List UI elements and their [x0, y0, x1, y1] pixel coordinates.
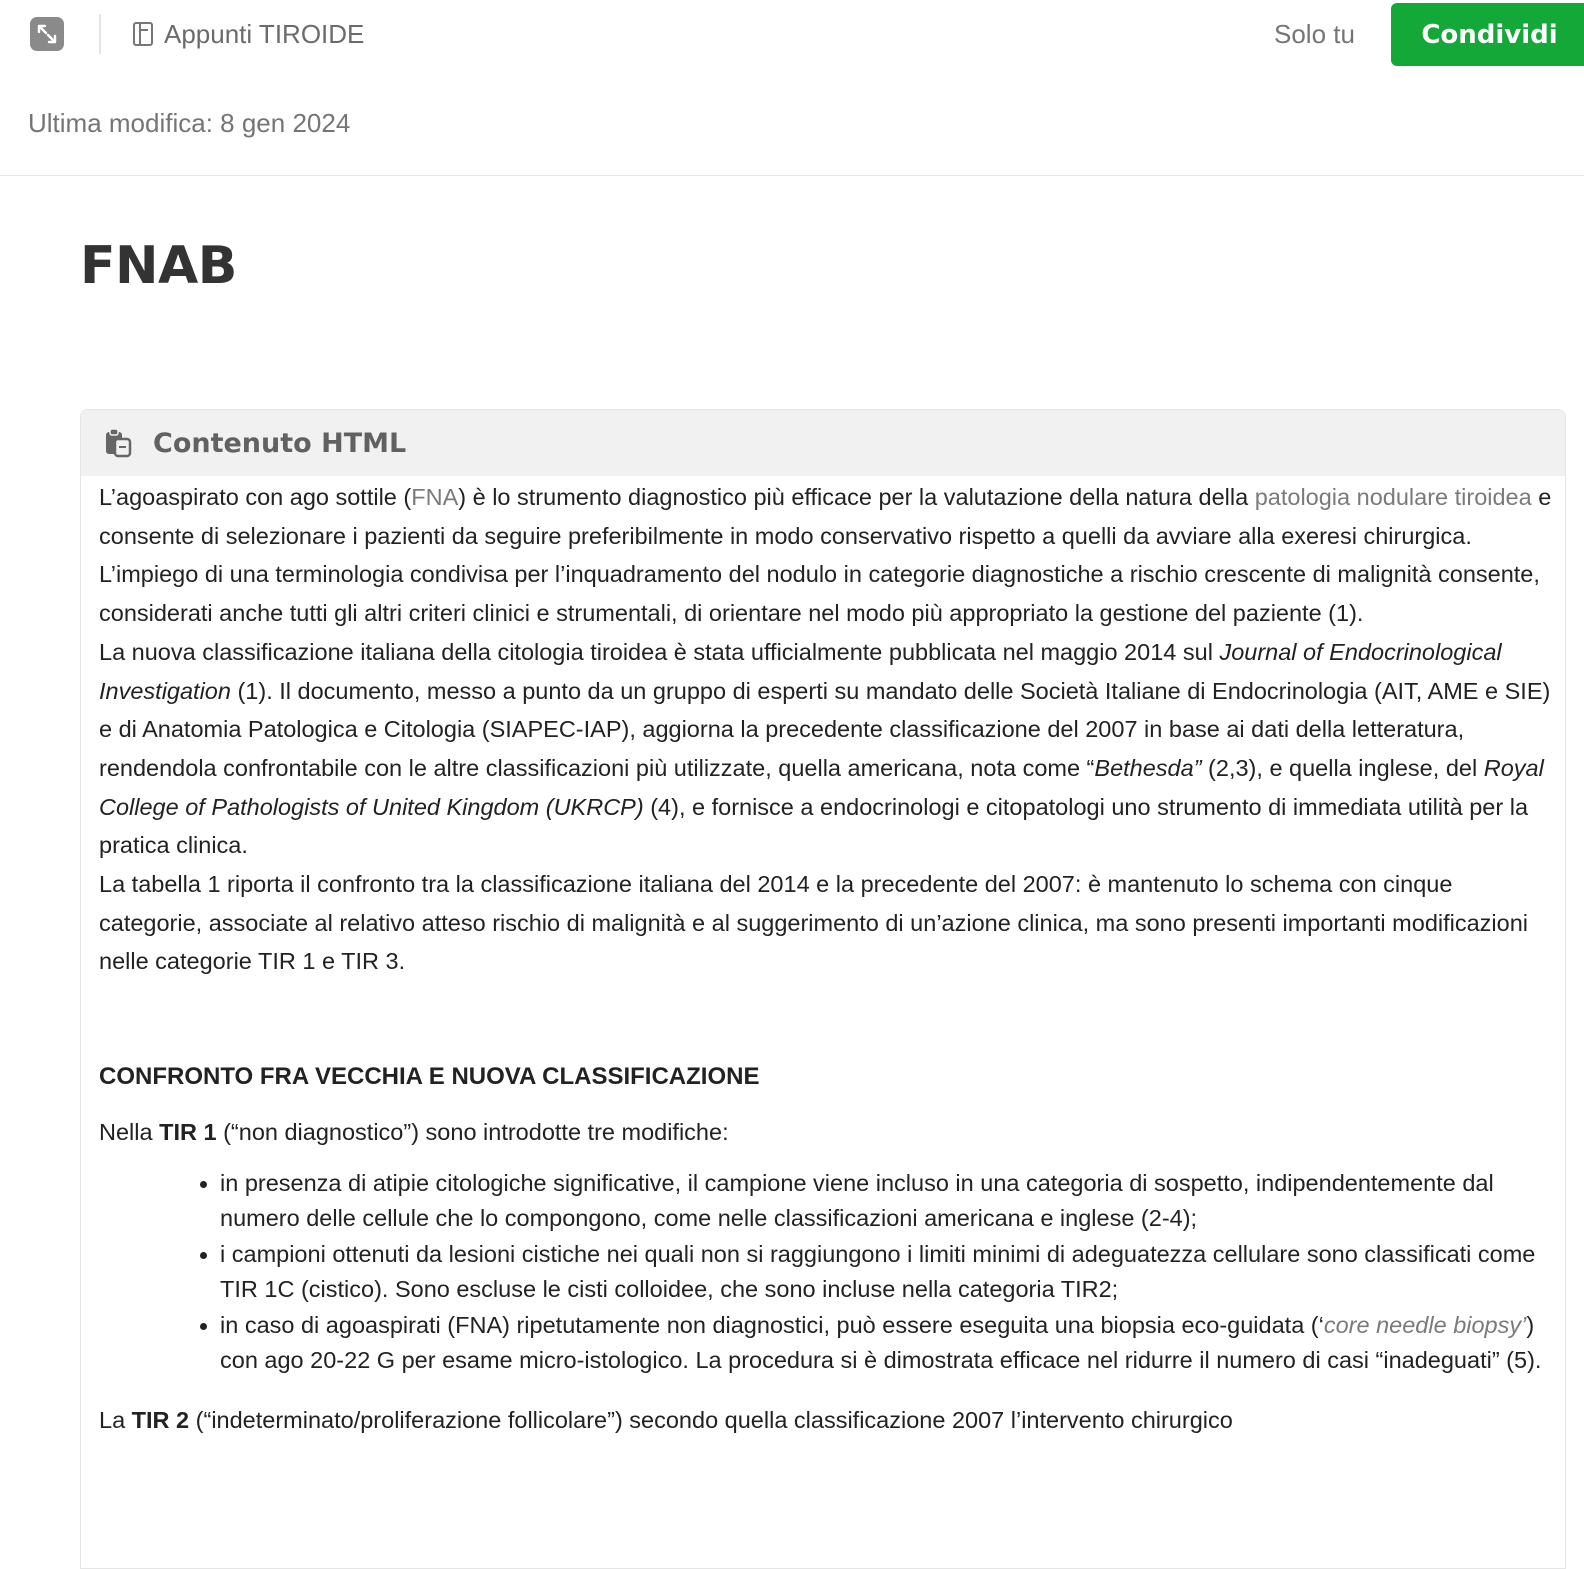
visibility-label[interactable]: Solo tu: [1274, 19, 1355, 49]
tir2-intro: [99, 1401, 1555, 1440]
text-run: Nella: [99, 1119, 160, 1146]
paragraph-table-ref: La tabella 1 riporta il confronto tra la classificazione italiana del 2014 e la precedente del 2007: è mantenuto lo schema con cinque categorie, associate al relativo atteso rischio di malignità e al suggerimento di un’azione clinica, ma sono presenti importanti modificazioni nelle categorie TIR 1 e TIR 3.: [99, 871, 1529, 975]
text-run: (“non diagnostico”) sono introdotte tre modifiche:: [216, 1119, 729, 1146]
text-run: La nuova classificazione italiana della citologia tiroidea è stata ufficialmente pubblicata nel maggio 2014 sul: [99, 638, 1220, 665]
thyroid-nodule-link[interactable]: patologia nodulare tiroidea: [1254, 484, 1532, 510]
tir1-modifications-list: [99, 1166, 1555, 1379]
list-item: [220, 1308, 1555, 1379]
paragraph-intro: [99, 478, 1555, 633]
notebook-icon: [132, 21, 154, 47]
section-heading: CONFRONTO FRA VECCHIA E NUOVA CLASSIFICAZIONE: [99, 1063, 760, 1091]
text-run: (2,3), e quella inglese, del: [1201, 754, 1484, 781]
list-item: in presenza di atipie citologiche significative, il campione viene incluso in una categoria di sospetto, indipendentemente dal numero delle cellule che lo compongono, come nelle classificazioni americana e inglese (2-4);: [220, 1166, 1555, 1237]
text-run: e consente di selezionare i pazienti da seguire preferibilmente in modo conservativo rispetto a quelli da avviare alla exeresi chirurgica. L’impiego di una terminologia condivisa per l’inquadramento del nodulo in categorie diagnostiche a rischio crescente di malignità consente, considerati anche tutti gli altri criteri clinici e strumentali, di orientare nel modo più appropriato la gestione del paziente (1).: [99, 484, 1552, 627]
expand-icon: [36, 23, 58, 45]
ukrcp-name: Royal College of Pathologists of United Kingdom (UKRCP): [99, 754, 1544, 820]
tir1-label: TIR 1: [159, 1119, 217, 1146]
html-block-header: [81, 410, 1565, 476]
clipboard-icon: [103, 427, 133, 459]
text-run: in caso di agoaspirati (FNA) ripetutamente non diagnostici, può essere eseguita una biopsia eco-guidata (‘: [220, 1311, 1324, 1338]
html-block-body: [99, 478, 1555, 1440]
expand-button[interactable]: [30, 17, 64, 51]
text-run: ) con ago 20-22 G per esame micro-istologico. La procedura si è dimostrata efficace nel ridurre il numero di casi “inadeguati” (5).: [220, 1311, 1542, 1374]
header-divider: [0, 175, 1584, 176]
text-run: La: [99, 1406, 132, 1433]
tir2-label: TIR 2: [131, 1406, 190, 1433]
top-bar: [0, 0, 1584, 68]
paragraph-classification: [99, 633, 1555, 865]
html-block-title: Contenuto HTML: [153, 427, 407, 459]
fna-link[interactable]: FNA: [411, 484, 459, 510]
notebook-link[interactable]: [132, 16, 364, 52]
html-content-block: [80, 409, 1566, 1569]
text-run: ) è lo strumento diagnostico più efficace per la valutazione della natura della: [458, 484, 1255, 510]
toolbar-divider: [99, 14, 101, 54]
text-run: L’agoaspirato con ago sottile (: [99, 484, 412, 510]
notebook-title: Appunti TIROIDE: [164, 18, 365, 49]
tir1-intro: [99, 1113, 1555, 1152]
bethesda-name: Bethesda”: [1094, 754, 1202, 781]
text-run: (4), e fornisce a endocrinologi e citopatologi uno strumento di immediata utilità per la pratica clinica.: [99, 793, 1529, 859]
core-needle-biopsy-term: core needle biopsy’: [1323, 1311, 1527, 1338]
share-button[interactable]: Condividi: [1391, 3, 1584, 66]
text-run: (1). Il documento, messo a punto da un gruppo di esperti su mandato delle Società Italiane di Endocrinologia (AIT, AME e SIE) e di Anatomia Patologica e Citologia (SIAPEC-IAP), aggiorna la precedente classificazione del 2007 in base ai dati della letteratura, rendendola confrontabile con le altre classificazioni più utilizzate, quella americana, nota come “: [99, 677, 1551, 781]
last-modified: Ultima modifica: 8 gen 2024: [28, 108, 351, 138]
text-run: (“indeterminato/proliferazione follicolare”) secondo quella classificazione 2007 l’intervento chirurgico: [189, 1406, 1233, 1433]
page-title[interactable]: FNAB: [80, 236, 237, 296]
journal-name: Journal of Endocrinological Investigation: [99, 638, 1502, 704]
list-item: i campioni ottenuti da lesioni cistiche nei quali non si raggiungono i limiti minimi di adeguatezza cellulare sono classificati come TIR 1C (cistico). Sono escluse le cisti colloidee, che sono incluse nella categoria TIR2;: [220, 1237, 1555, 1308]
spacer: [99, 981, 1555, 1057]
